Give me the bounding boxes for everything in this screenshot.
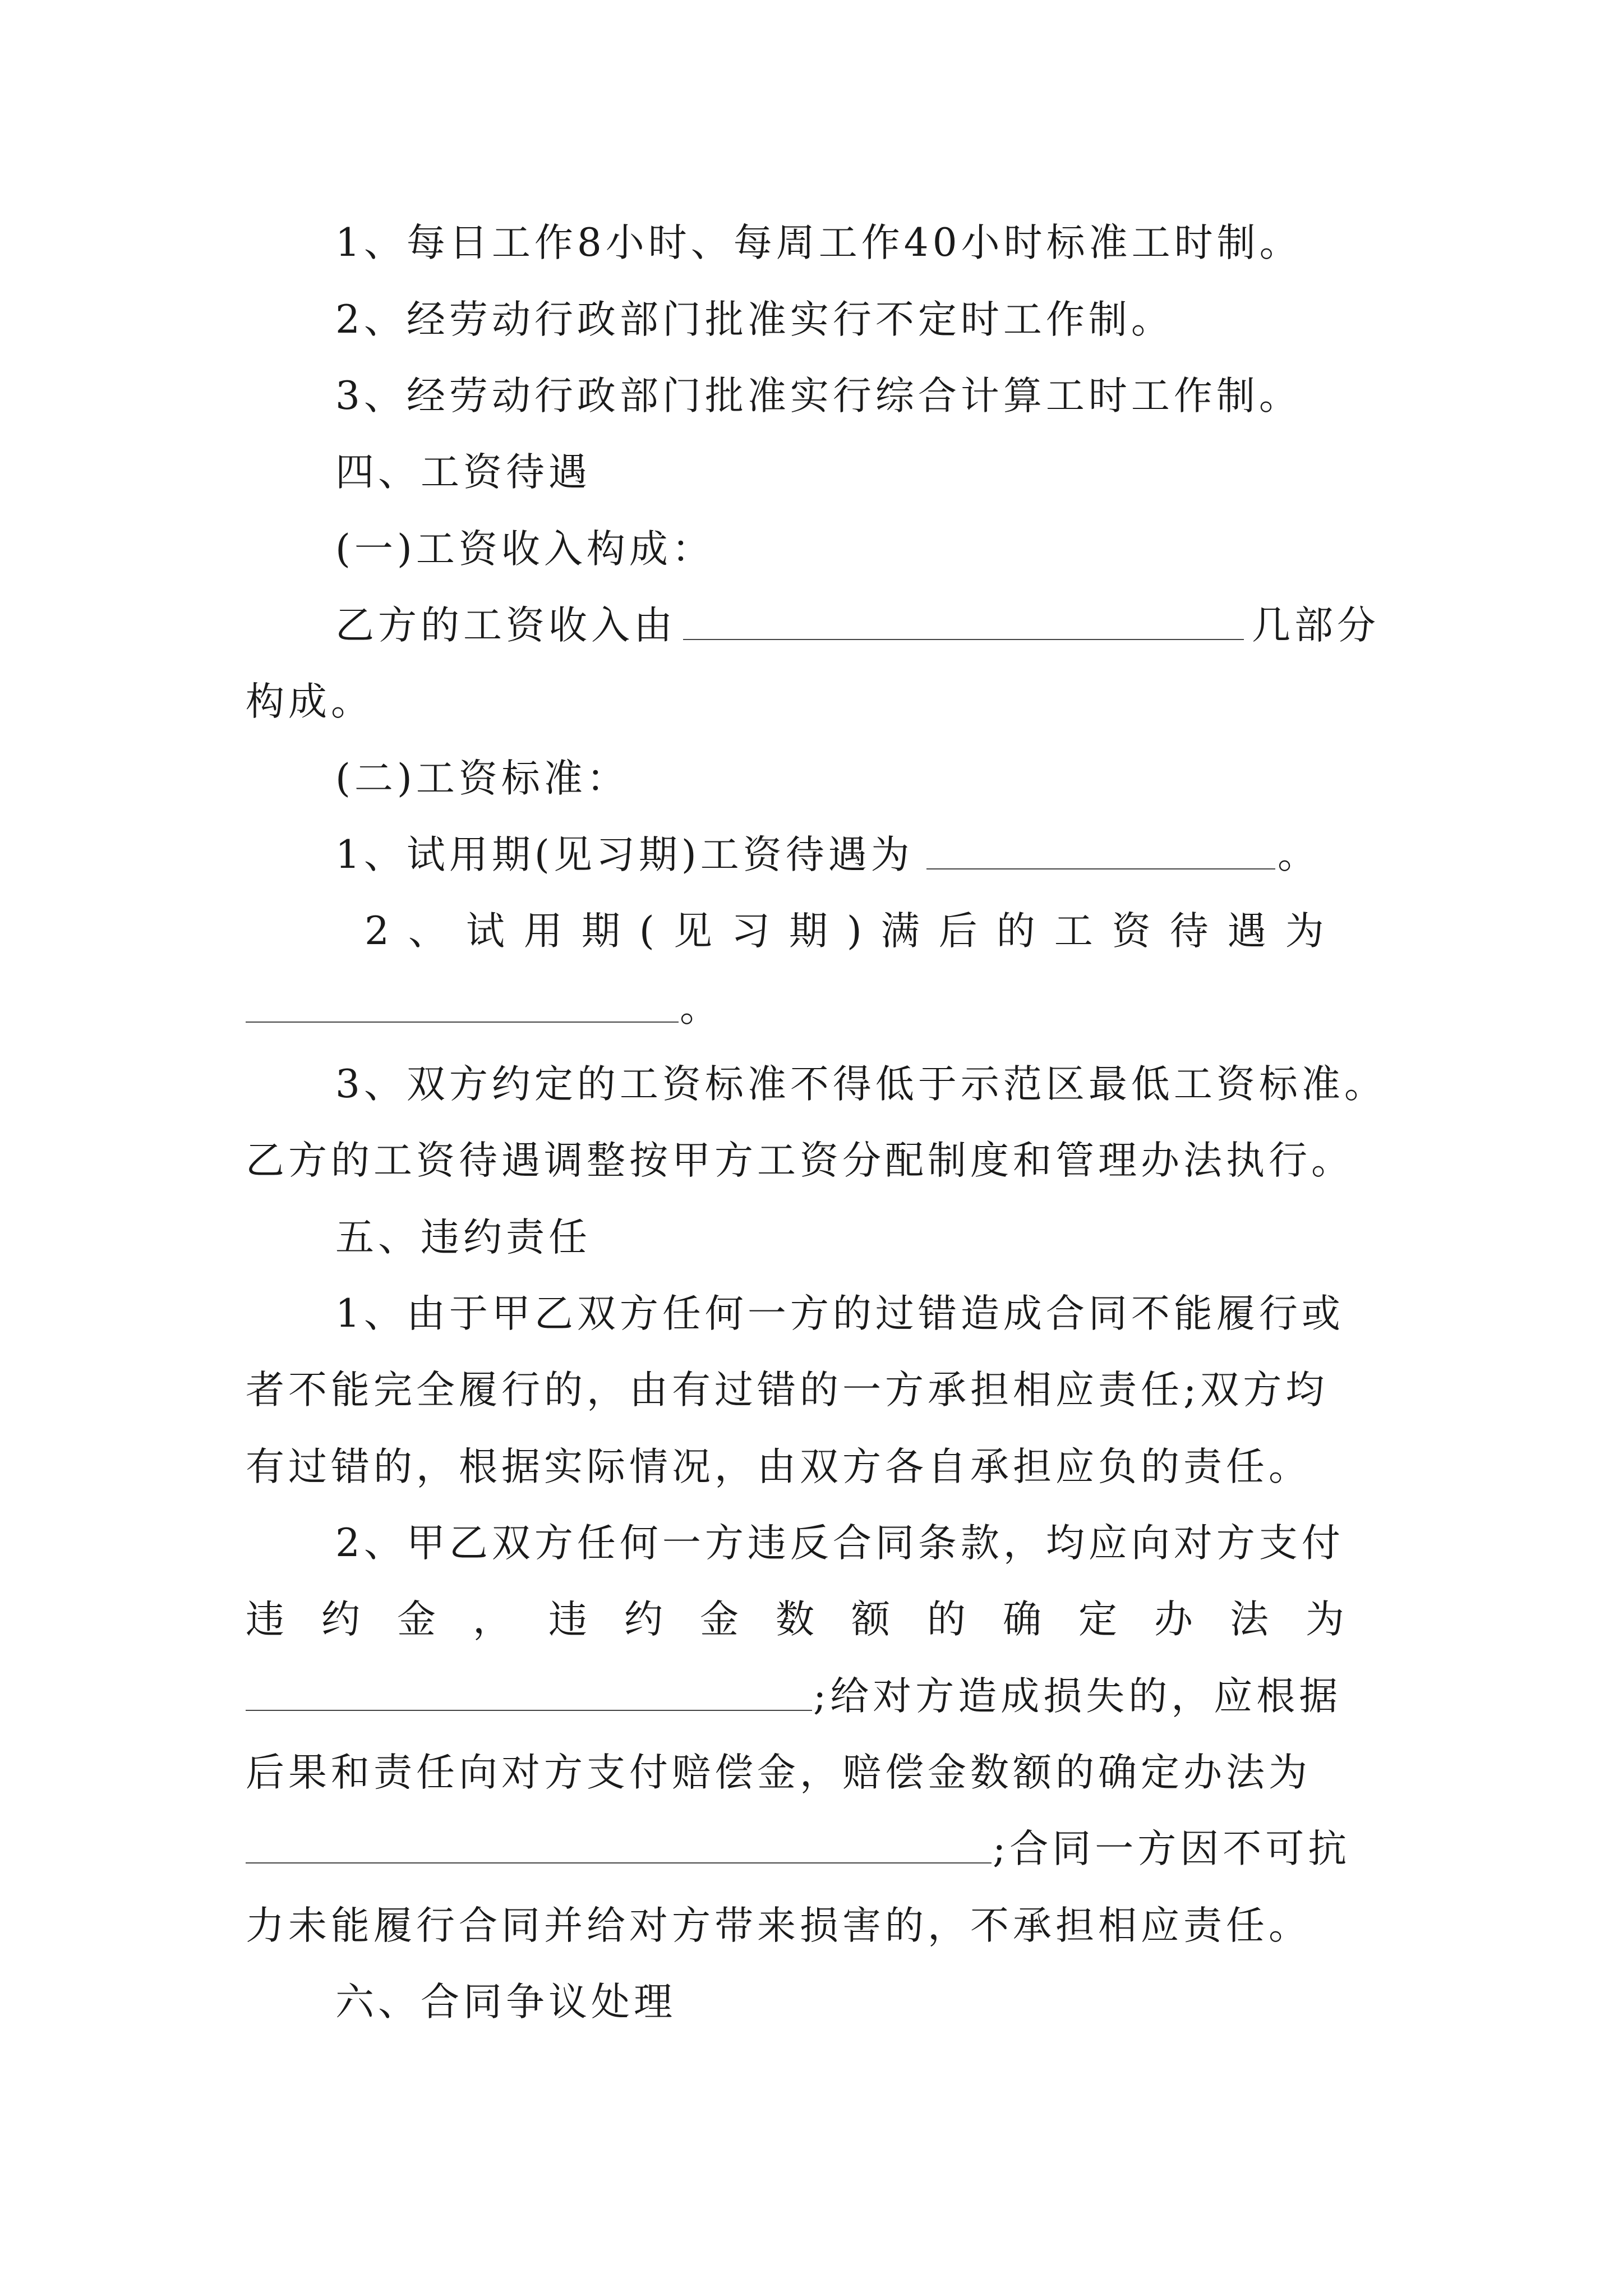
paragraph-text: 者不能完全履行的，由有过错的一方承担相应责任;双方均 (246, 1368, 1329, 1412)
paragraph-text: 有过错的，根据实际情况，由双方各自承担应负的责任。 (246, 1444, 1311, 1489)
subsection-heading (0, 521, 1623, 577)
paragraph-text: 2、试用期(见习期)满后的工资待遇为 (365, 909, 1343, 954)
paragraph-text: 乙方的工资待遇调整按甲方工资分配制度和管理办法执行。 (246, 1138, 1354, 1183)
clause-line (0, 674, 1623, 730)
paragraph-text: 1、由于甲乙双方任何一方的过错造成合同不能履行或 (335, 1291, 1344, 1336)
clause-line (0, 1515, 1623, 1571)
heading-text: (二)工资标准： (335, 756, 629, 801)
paragraph-text: 3、双方约定的工资标准不得低于示范区最低工资标准。 (335, 1062, 1387, 1107)
clause-line (0, 1745, 1623, 1801)
paragraph-text: 。 (1278, 832, 1320, 877)
paragraph-text: 乙方的工资收入由 (335, 603, 676, 648)
section-heading (0, 444, 1623, 500)
paragraph-text: 构成。 (246, 679, 374, 724)
clause-line (0, 1821, 1623, 1877)
section-heading (0, 1209, 1623, 1266)
fill-in-blank (246, 1862, 992, 1864)
section-heading (0, 1974, 1623, 2030)
paragraph-text: 违约金，违约金数额的确定办法为 (246, 1597, 1381, 1642)
clause-line (0, 292, 1623, 348)
fill-in-blank (683, 639, 1244, 640)
heading-text: 五、违约责任 (335, 1215, 591, 1260)
heading-text: 六、合同争议处理 (335, 1980, 676, 2024)
paragraph-text: ;给对方造成损失的，应根据 (813, 1674, 1342, 1719)
fill-in-blank (246, 1710, 812, 1711)
paragraph-text: 2、经劳动行政部门批准实行不定时工作制。 (335, 297, 1174, 342)
paragraph-text: 几部分 (1252, 603, 1380, 648)
clause-line (0, 1133, 1623, 1189)
clause-line (0, 827, 1623, 883)
subsection-heading (0, 751, 1623, 807)
clause-line (0, 980, 1623, 1036)
clause-line (0, 368, 1623, 424)
fill-in-blank (246, 1022, 679, 1023)
paragraph-text: 后果和责任向对方支付赔偿金，赔偿金数额的确定办法为 (246, 1750, 1311, 1795)
heading-text: 四、工资待遇 (335, 450, 591, 495)
heading-text: (一)工资收入构成： (335, 527, 714, 572)
clause-line (0, 597, 1623, 654)
paragraph-text: 1、试用期(见习期)工资待遇为 (335, 832, 914, 877)
clause-line (0, 1898, 1623, 1954)
clause-line (0, 1668, 1623, 1724)
paragraph-text: 。 (680, 986, 722, 1030)
clause-line (0, 1056, 1623, 1112)
clause-line (0, 215, 1623, 271)
clause-line (0, 1591, 1623, 1648)
paragraph-text: 力未能履行合同并给对方带来损害的，不承担相应责任。 (246, 1903, 1311, 1948)
clause-line (0, 1286, 1623, 1342)
paragraph-text: 2、甲乙双方任何一方违反合同条款，均应向对方支付 (335, 1521, 1344, 1566)
clause-line (0, 1362, 1623, 1418)
fill-in-blank (926, 868, 1275, 869)
paragraph-text: ;合同一方因不可抗 (993, 1826, 1351, 1871)
paragraph-text: 1、每日工作8小时、每周工作40小时标准工时制。 (335, 220, 1302, 265)
paragraph-text: 3、经劳动行政部门批准实行综合计算工时工作制。 (335, 374, 1302, 418)
clause-line (0, 1439, 1623, 1495)
clause-line (0, 903, 1623, 959)
